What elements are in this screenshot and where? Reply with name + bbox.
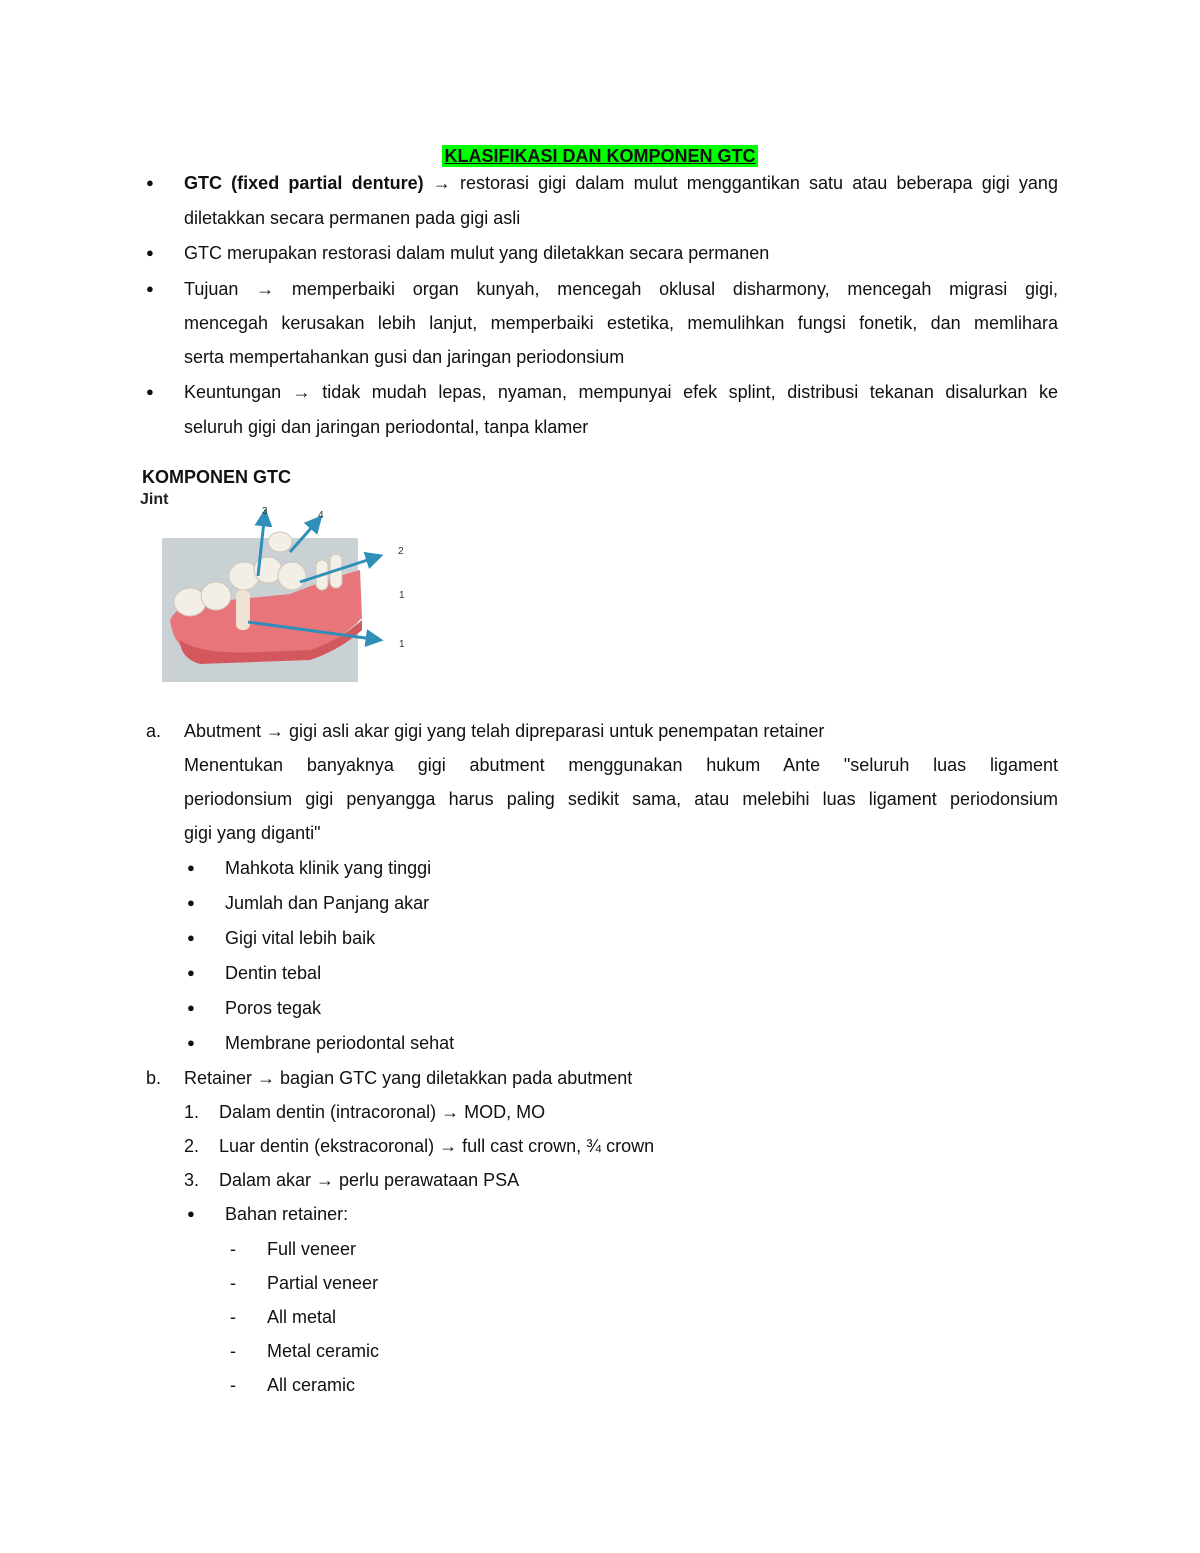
abutment-bullet-3: Gigi vital lebih baik: [225, 928, 376, 948]
intro-item-3-lead: Tujuan: [184, 279, 239, 299]
page-title: KLASIFIKASI DAN KOMPONEN GTC: [444, 146, 756, 166]
abutment-text-line-2: periodonsium gigi penyangga harus paling sedikit sama, atau melebihi luas ligament periodonsium: [184, 789, 1058, 809]
bridge-illustration: [140, 490, 422, 690]
bullet-icon: ●: [146, 175, 154, 190]
label-4: 4: [318, 510, 324, 521]
abutment-text-line-1: Menentukan banyaknya gigi abutment menggunakan hukum Ante "seluruh luas ligament: [184, 755, 1058, 775]
corner-text: Jint: [140, 491, 169, 508]
intro-item-4-line-1: [184, 381, 1058, 403]
abutment-bullet-4: Dentin tebal: [225, 963, 322, 983]
bahan-item-2: Partial veneer: [267, 1273, 379, 1293]
bahan-item-4: Metal ceramic: [267, 1341, 380, 1361]
intro-item-3-line-2: mencegah kerusakan lebih lanjut, memperbaiki estetika, memulihkan fungsi fonetik, dan memlihara: [184, 313, 1058, 333]
intro-item-1-bold: GTC (fixed partial denture): [184, 173, 424, 193]
number-marker-2: 2.: [184, 1136, 200, 1156]
bullet-icon: ●: [187, 1000, 195, 1015]
bahan-label: Bahan retainer:: [225, 1204, 349, 1224]
retainer-item-3: Dalam akar → perlu perawataan PSA: [219, 1170, 520, 1190]
bullet-icon: ●: [187, 895, 195, 910]
dash-marker: -: [230, 1341, 236, 1361]
abutment-text-line-3: gigi yang diganti": [184, 823, 321, 843]
arrow-icon: →: [432, 173, 451, 193]
bullet-icon: ●: [187, 1206, 195, 1221]
list-marker-a: a.: [146, 721, 162, 741]
abutment-bullet-2: Jumlah dan Panjang akar: [225, 893, 430, 913]
molar-2: [201, 582, 231, 610]
retainer-heading: Retainer → bagian GTC yang diletakkan pada abutment: [184, 1068, 633, 1088]
label-3: 3: [262, 506, 268, 517]
intro-item-3-line-3: serta mempertahankan gusi dan jaringan periodonsium: [184, 347, 625, 367]
upper-tooth: [268, 532, 292, 552]
abutment-bullet-6: Membrane periodontal sehat: [225, 1033, 455, 1053]
bullet-icon: ●: [146, 281, 154, 296]
intro-item-1-text: restorasi gigi dalam mulut menggantikan satu atau beberapa gigi yang: [459, 173, 1058, 193]
retainer-item-1: Dalam dentin (intracoronal) → MOD, MO: [219, 1102, 546, 1122]
intro-item-4-text: tidak mudah lepas, nyaman, mempunyai efek splint, distribusi tekanan disalurkan ke: [322, 382, 1058, 402]
bridge-crown-3: [278, 562, 306, 590]
label-1a: 1: [399, 590, 405, 601]
bullet-icon: ●: [187, 1035, 195, 1050]
abutment-root: [236, 590, 250, 630]
intro-item-4-lead: Keuntungan: [184, 382, 282, 402]
dash-marker: -: [230, 1273, 236, 1293]
bullet-icon: ●: [187, 860, 195, 875]
arrow-icon: →: [256, 279, 275, 299]
intro-item-4-line-2: seluruh gigi dan jaringan periodontal, tanpa klamer: [184, 417, 589, 437]
bullet-icon: ●: [187, 965, 195, 980]
dash-marker: -: [230, 1307, 236, 1327]
dash-marker: -: [230, 1375, 236, 1395]
label-2: 2: [398, 546, 404, 557]
intro-item-3-line-1: [184, 278, 1058, 300]
bridge-illustration-svg: [140, 490, 422, 690]
label-1b: 1: [399, 639, 405, 650]
section-title: KOMPONEN GTC: [142, 467, 292, 487]
number-marker-1: 1.: [184, 1102, 200, 1122]
abutment-bullet-1: Mahkota klinik yang tinggi: [225, 858, 432, 878]
number-marker-3: 3.: [184, 1170, 200, 1190]
abutment-bullet-5: Poros tegak: [225, 998, 322, 1018]
bahan-item-3: All metal: [267, 1307, 337, 1327]
bullet-icon: ●: [146, 384, 154, 399]
list-marker-b: b.: [146, 1068, 162, 1088]
title-row: [0, 146, 1200, 167]
intro-item-1-line-1: [184, 172, 1058, 194]
intro-item-1-line-2: diletakkan secara permanen pada gigi asli: [184, 208, 521, 228]
bahan-item-5: All ceramic: [267, 1375, 356, 1395]
dash-marker: -: [230, 1239, 236, 1259]
intro-item-2: GTC merupakan restorasi dalam mulut yang diletakkan secara permanen: [184, 243, 770, 263]
abutment-heading: Abutment → gigi asli akar gigi yang telah dipreparasi untuk penempatan retainer: [184, 721, 825, 741]
bullet-icon: ●: [146, 245, 154, 260]
retainer-item-2: Luar dentin (ekstracoronal) → full cast crown, ¾ crown: [219, 1136, 655, 1156]
intro-item-3-text: memperbaiki organ kunyah, mencegah oklusal disharmony, mencegah migrasi gigi,: [291, 279, 1058, 299]
bullet-icon: ●: [187, 930, 195, 945]
bahan-item-1: Full veneer: [267, 1239, 357, 1259]
arrow-icon: →: [292, 382, 311, 402]
